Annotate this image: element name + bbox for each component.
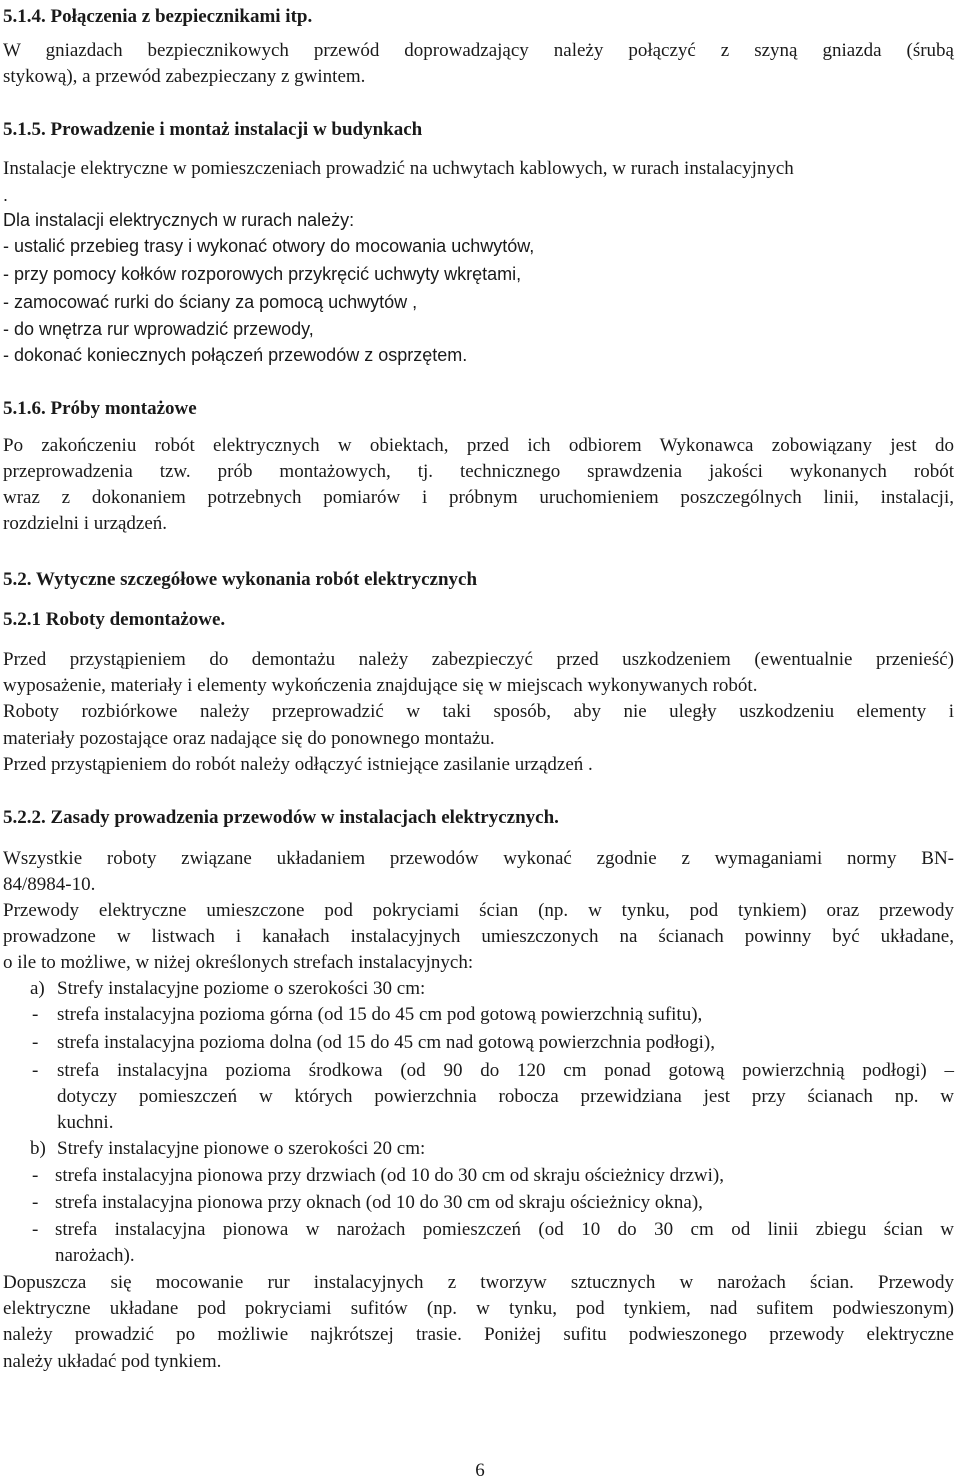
list-dash: - — [32, 1032, 39, 1053]
list-item: strefa instalacyjna pionowa w narożach pomieszczeń (od 10 do 30 cm od linii zbiegu ścian w — [55, 1219, 954, 1240]
list-item-continuation: kuchni. — [57, 1112, 114, 1133]
list-dash: - — [32, 1004, 39, 1025]
list-heading-a: Strefy instalacyjne poziome o szerokości 30 cm: — [57, 978, 426, 999]
list-item: - zamocować rurki do ściany za pomocą uchwytów , — [3, 292, 418, 312]
section-5-2-2-line-5: o ile to możliwe, w niżej określonych strefach instalacyjnych: — [3, 952, 474, 973]
section-5-2-1-line-3: Roboty rozbiórkowe należy przeprowadzić w taki sposób, aby nie uległy uszkodzeniu elementy i — [3, 701, 954, 722]
section-5-1-5-lead: Dla instalacji elektrycznych w rurach należy: — [3, 210, 355, 230]
list-item: - do wnętrza rur wprowadzić przewody, — [3, 319, 314, 339]
section-5-1-5-intro: Instalacje elektryczne w pomieszczeniach prowadzić na uchwytach kablowych, w rurach instalacyjnych — [3, 158, 794, 179]
list-dash: - — [32, 1165, 39, 1186]
list-item: - przy pomocy kołków rozporowych przykręcić uchwyty wkrętami, — [3, 264, 522, 284]
list-dash: - — [32, 1219, 39, 1240]
section-5-2-2-closing-line-1: Dopuszcza się mocowanie rur instalacyjnych z tworzyw sztucznych w narożach ścian. Przewody — [3, 1272, 954, 1293]
section-5-2-1-line-4: materiały pozostające oraz nadające się do ponownego montażu. — [3, 728, 495, 749]
list-item: - dokonać koniecznych połączeń przewodów z osprzętem. — [3, 345, 468, 365]
section-5-1-4-line-2: stykową), a przewód zabezpieczany z gwintem. — [3, 66, 366, 87]
section-5-2-1-line-5: Przed przystąpieniem do robót należy odłączyć istniejące zasilanie urządzeń . — [3, 754, 593, 775]
list-marker-a: a) — [30, 978, 45, 999]
section-5-2-2-line-3: Przewody elektryczne umieszczone pod pokryciami ścian (np. w tynku, pod tynkiem) oraz przewody — [3, 900, 954, 921]
section-5-1-5-heading: 5.1.5. Prowadzenie i montaż instalacji w budynkach — [3, 119, 423, 140]
list-item: strefa instalacyjna pozioma górna (od 15 do 45 cm pod gotową powierzchnią sufitu), — [57, 1004, 703, 1025]
list-heading-b: Strefy instalacyjne pionowe o szerokości 20 cm: — [57, 1138, 426, 1159]
list-item: strefa instalacyjna pozioma dolna (od 15 do 45 cm nad gotową powierzchnia podłogi), — [57, 1032, 715, 1053]
section-5-2-1-line-2: wyposażenie, materiały i elementy wykończenia znajdujące się w miejscach wykonywanych robót. — [3, 675, 758, 696]
section-5-1-5-dot: . — [3, 185, 9, 205]
list-item: strefa instalacyjna pozioma środkowa (od 90 do 120 cm ponad gotową powierzchnią podłogi) – — [57, 1060, 954, 1081]
list-item-continuation: narożach). — [55, 1245, 135, 1266]
section-5-2-2-line-4: prowadzone w listwach i kanałach instalacyjnych umieszczonych na ścianach powinny być układane, — [3, 926, 954, 947]
page-number: 6 — [475, 1460, 485, 1481]
section-5-1-4-heading: 5.1.4. Połączenia z bezpiecznikami itp. — [3, 6, 313, 27]
section-5-2-2-line-1: Wszystkie roboty związane układaniem przewodów wykonać zgodnie z wymaganiami normy BN- — [3, 848, 954, 869]
section-5-2-1-heading: 5.2.1 Roboty demontażowe. — [3, 609, 226, 630]
section-5-1-6-line-3: wraz z dokonaniem potrzebnych pomiarów i próbnym uruchomieniem poszczególnych linii, instalacji, — [3, 487, 954, 508]
list-item-continuation: dotyczy pomieszczeń w których powierzchnia robocza przewidziana jest przy ścianach np. w — [57, 1086, 954, 1107]
section-5-2-2-heading: 5.2.2. Zasady prowadzenia przewodów w instalacjach elektrycznych. — [3, 807, 559, 828]
section-5-2-heading: 5.2. Wytyczne szczegółowe wykonania robót elektrycznych — [3, 569, 478, 590]
list-marker-b: b) — [30, 1138, 46, 1159]
section-5-1-6-line-1: Po zakończeniu robót elektrycznych w obiektach, przed ich odbiorem Wykonawca zobowiązany jest do — [3, 435, 954, 456]
section-5-1-6-line-4: rozdzielni i urządzeń. — [3, 513, 168, 534]
section-5-2-2-line-2: 84/8984-10. — [3, 874, 96, 895]
list-dash: - — [32, 1192, 39, 1213]
section-5-2-2-closing-line-3: należy prowadzić po możliwie najkrótszej trasie. Poniżej sufitu podwieszonego przewody elektryczne — [3, 1324, 954, 1345]
section-5-1-6-heading: 5.1.6. Próby montażowe — [3, 398, 197, 419]
section-5-2-2-closing-line-4: należy układać pod tynkiem. — [3, 1351, 222, 1372]
section-5-2-1-line-1: Przed przystąpieniem do demontażu należy zabezpieczyć przed uszkodzeniem (ewentualnie przenieść) — [3, 649, 954, 670]
list-item: strefa instalacyjna pionowa przy oknach (od 10 do 30 cm od skraju ościeżnicy okna), — [55, 1192, 703, 1213]
list-dash: - — [32, 1060, 39, 1081]
section-5-1-4-line-1: W gniazdach bezpiecznikowych przewód doprowadzający należy połączyć z szyną gniazda (śrubą — [3, 40, 954, 61]
section-5-1-6-line-2: przeprowadzenia tzw. prób montażowych, tj. technicznego sprawdzenia jakości wykonanych robót — [3, 461, 954, 482]
list-item: - ustalić przebieg trasy i wykonać otwory do mocowania uchwytów, — [3, 236, 535, 256]
list-item: strefa instalacyjna pionowa przy drzwiach (od 10 do 30 cm od skraju ościeżnicy drzwi), — [55, 1165, 724, 1186]
section-5-2-2-closing-line-2: elektryczne układane pod pokryciami sufitów (np. w tynku, pod tynkiem, nad sufitem podwieszonym) — [3, 1298, 954, 1319]
